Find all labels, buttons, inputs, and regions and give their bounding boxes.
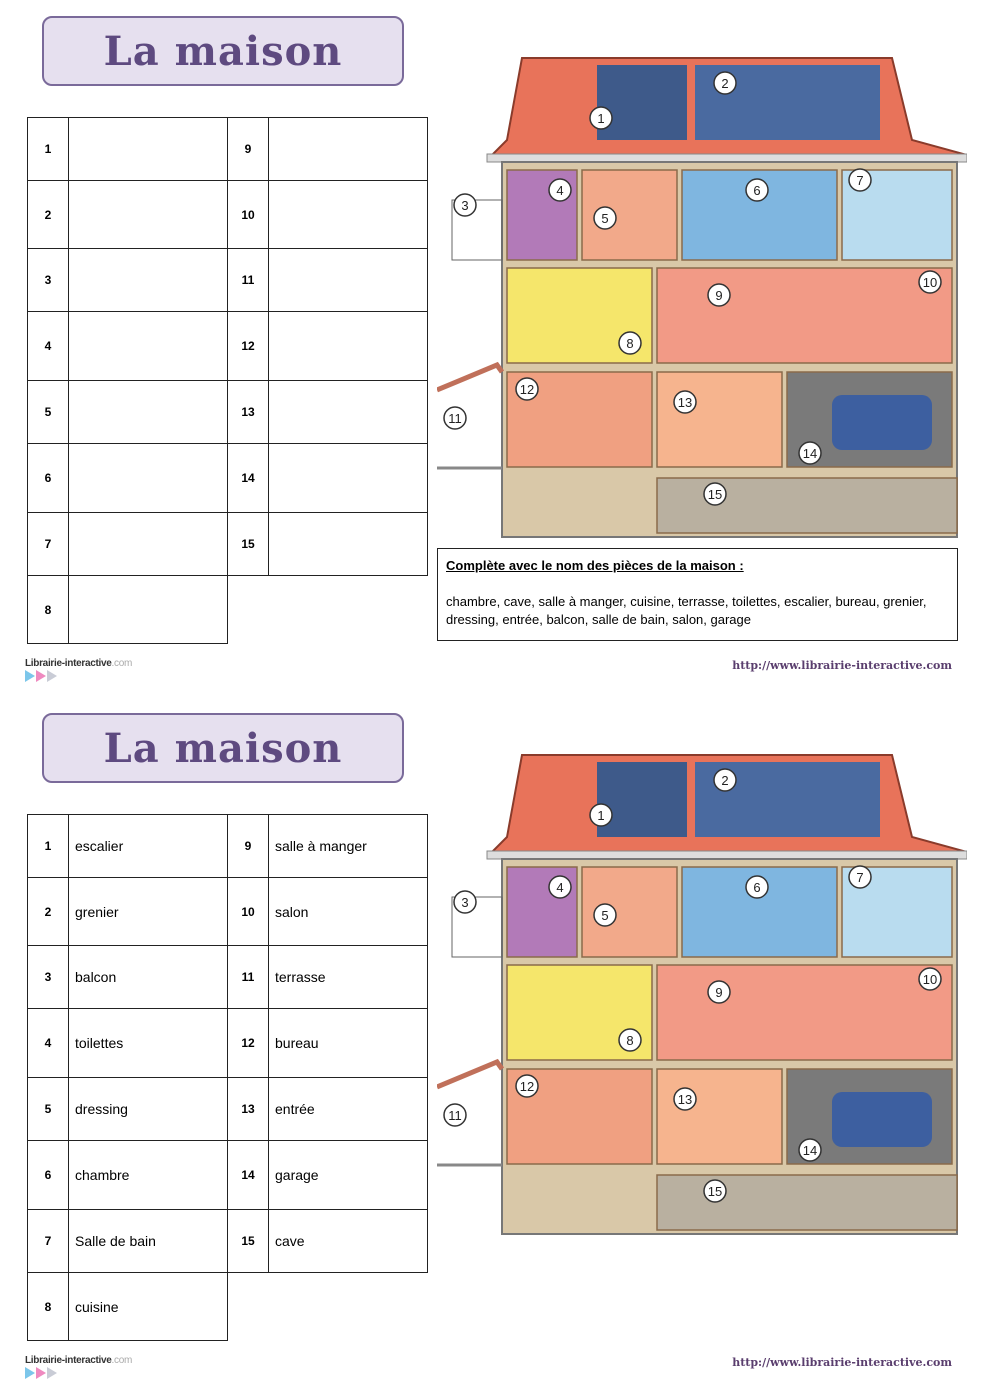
terrace-awning bbox=[437, 1062, 502, 1087]
room-cellar bbox=[657, 478, 957, 533]
answer-cell[interactable] bbox=[269, 381, 428, 444]
item-number: 3 bbox=[28, 249, 69, 312]
table-row bbox=[28, 1009, 428, 1078]
footer-url[interactable]: http://www.librairie-interactive.com bbox=[732, 659, 952, 672]
item-number: 6 bbox=[28, 1141, 69, 1210]
answer-cell[interactable]: bureau bbox=[269, 1009, 428, 1078]
car bbox=[832, 395, 932, 450]
answer-cell[interactable]: chambre bbox=[69, 1141, 228, 1210]
worksheet-answers bbox=[0, 697, 985, 1394]
number-label: 10 bbox=[922, 275, 938, 290]
item-number: 9 bbox=[228, 118, 269, 181]
table-row bbox=[28, 1078, 428, 1141]
item-number: 2 bbox=[28, 181, 69, 249]
answer-cell[interactable]: salon bbox=[269, 878, 428, 946]
answer-cell[interactable] bbox=[269, 513, 428, 576]
answer-cell[interactable] bbox=[69, 444, 228, 513]
table-row bbox=[28, 576, 428, 644]
table-row bbox=[28, 878, 428, 946]
item-number: 5 bbox=[28, 381, 69, 444]
item-number: 10 bbox=[228, 878, 269, 946]
number-label: 13 bbox=[677, 395, 693, 410]
answer-cell[interactable] bbox=[269, 181, 428, 249]
number-label: 13 bbox=[677, 1092, 693, 1107]
item-number: 13 bbox=[228, 381, 269, 444]
answer-cell[interactable] bbox=[69, 381, 228, 444]
table-row bbox=[28, 181, 428, 249]
item-number: 8 bbox=[28, 1273, 69, 1341]
answer-cell[interactable] bbox=[69, 118, 228, 181]
number-label: 9 bbox=[715, 288, 723, 303]
number-label: 6 bbox=[753, 880, 761, 895]
table-row bbox=[28, 249, 428, 312]
number-label: 11 bbox=[448, 411, 462, 426]
page-title: La maison bbox=[103, 27, 343, 75]
answer-cell[interactable] bbox=[69, 181, 228, 249]
number-label: 5 bbox=[601, 908, 609, 923]
number-label: 2 bbox=[721, 76, 729, 91]
number-label: 2 bbox=[721, 773, 729, 788]
table-row bbox=[28, 312, 428, 381]
item-number: 12 bbox=[228, 1009, 269, 1078]
item-number: 11 bbox=[228, 249, 269, 312]
number-label: 3 bbox=[461, 895, 469, 910]
table-row bbox=[28, 1141, 428, 1210]
publisher-logo: Librairie-interactive.com bbox=[25, 1355, 132, 1379]
publisher-logo: Librairie-interactive.com bbox=[25, 658, 132, 682]
number-label: 15 bbox=[707, 1184, 723, 1199]
table-row bbox=[28, 513, 428, 576]
item-number: 8 bbox=[28, 576, 69, 644]
table-row bbox=[28, 118, 428, 181]
table-row bbox=[28, 1210, 428, 1273]
item-number: 15 bbox=[228, 1210, 269, 1273]
roof-eave bbox=[487, 851, 967, 859]
answer-cell[interactable]: cave bbox=[269, 1210, 428, 1273]
number-label: 4 bbox=[556, 880, 564, 895]
answer-cell[interactable] bbox=[69, 513, 228, 576]
answer-cell[interactable] bbox=[69, 312, 228, 381]
item-number: 7 bbox=[28, 1210, 69, 1273]
number-label: 15 bbox=[707, 487, 723, 502]
item-number: 3 bbox=[28, 946, 69, 1009]
car bbox=[832, 1092, 932, 1147]
terrace-awning bbox=[437, 365, 502, 390]
number-label: 1 bbox=[597, 808, 605, 823]
number-label: 7 bbox=[856, 870, 864, 885]
item-number: 15 bbox=[228, 513, 269, 576]
item-number: 13 bbox=[228, 1078, 269, 1141]
answer-cell[interactable] bbox=[269, 444, 428, 513]
room-entrance bbox=[657, 1069, 782, 1164]
title-banner bbox=[42, 16, 404, 86]
attic-staircase-room bbox=[597, 65, 687, 140]
item-number: 6 bbox=[28, 444, 69, 513]
table-row bbox=[28, 1273, 428, 1341]
answer-cell[interactable]: entrée bbox=[269, 1078, 428, 1141]
number-label: 4 bbox=[556, 183, 564, 198]
room-cellar bbox=[657, 1175, 957, 1230]
word-bank: chambre, cave, salle à manger, cuisine, terrasse, toilettes, escalier, bureau, grenier, dressing, entrée, balcon, salle de bain, salon, garage bbox=[446, 594, 927, 627]
table-row bbox=[28, 444, 428, 513]
number-label: 9 bbox=[715, 985, 723, 1000]
room-living-dining bbox=[657, 965, 952, 1060]
answer-cell[interactable] bbox=[269, 249, 428, 312]
answer-cell[interactable]: Salle de bain bbox=[69, 1210, 228, 1273]
answer-cell[interactable]: terrasse bbox=[269, 946, 428, 1009]
item-number: 5 bbox=[28, 1078, 69, 1141]
answer-cell[interactable]: toilettes bbox=[69, 1009, 228, 1078]
answer-cell[interactable]: dressing bbox=[69, 1078, 228, 1141]
attic-staircase-room bbox=[597, 762, 687, 837]
item-number: 12 bbox=[228, 312, 269, 381]
answer-table bbox=[27, 117, 428, 644]
item-number: 4 bbox=[28, 1009, 69, 1078]
item-number: 11 bbox=[228, 946, 269, 1009]
item-number: 7 bbox=[28, 513, 69, 576]
answer-cell[interactable]: garage bbox=[269, 1141, 428, 1210]
answer-table bbox=[27, 814, 428, 1341]
number-label: 8 bbox=[626, 336, 634, 351]
table-row bbox=[28, 381, 428, 444]
number-label: 14 bbox=[802, 446, 818, 461]
number-label: 8 bbox=[626, 1033, 634, 1048]
item-number: 10 bbox=[228, 181, 269, 249]
instructions-heading: Complète avec le nom des pièces de la maison : bbox=[446, 558, 744, 573]
footer-url[interactable]: http://www.librairie-interactive.com bbox=[732, 1356, 952, 1369]
number-label: 5 bbox=[601, 211, 609, 226]
number-label: 7 bbox=[856, 173, 864, 188]
item-number: 1 bbox=[28, 815, 69, 878]
answer-cell[interactable]: escalier bbox=[69, 815, 228, 878]
number-label: 3 bbox=[461, 198, 469, 213]
item-number: 14 bbox=[228, 444, 269, 513]
instructions-box bbox=[437, 548, 958, 641]
answer-cell[interactable]: cuisine bbox=[69, 1273, 228, 1341]
answer-cell[interactable] bbox=[269, 118, 428, 181]
roof-eave bbox=[487, 154, 967, 162]
table-row bbox=[28, 815, 428, 878]
page-title: La maison bbox=[103, 724, 343, 772]
item-number: 4 bbox=[28, 312, 69, 381]
blank-cell bbox=[228, 1273, 428, 1341]
item-number: 14 bbox=[228, 1141, 269, 1210]
number-label: 1 bbox=[597, 111, 605, 126]
blank-cell bbox=[228, 576, 428, 644]
item-number: 1 bbox=[28, 118, 69, 181]
room-living-dining bbox=[657, 268, 952, 363]
answer-cell[interactable]: grenier bbox=[69, 878, 228, 946]
number-label: 12 bbox=[519, 382, 535, 397]
table-row bbox=[28, 946, 428, 1009]
item-number: 9 bbox=[228, 815, 269, 878]
number-label: 11 bbox=[448, 1108, 462, 1123]
answer-cell[interactable]: balcon bbox=[69, 946, 228, 1009]
item-number: 2 bbox=[28, 878, 69, 946]
title-banner bbox=[42, 713, 404, 783]
room-entrance bbox=[657, 372, 782, 467]
house-illustration bbox=[437, 50, 967, 540]
answer-cell[interactable] bbox=[69, 576, 228, 644]
number-label: 10 bbox=[922, 972, 938, 987]
number-label: 6 bbox=[753, 183, 761, 198]
house-illustration bbox=[437, 747, 967, 1237]
answer-cell[interactable]: salle à manger bbox=[269, 815, 428, 878]
answer-cell[interactable] bbox=[69, 249, 228, 312]
number-label: 14 bbox=[802, 1143, 818, 1158]
answer-cell[interactable] bbox=[269, 312, 428, 381]
number-label: 12 bbox=[519, 1079, 535, 1094]
